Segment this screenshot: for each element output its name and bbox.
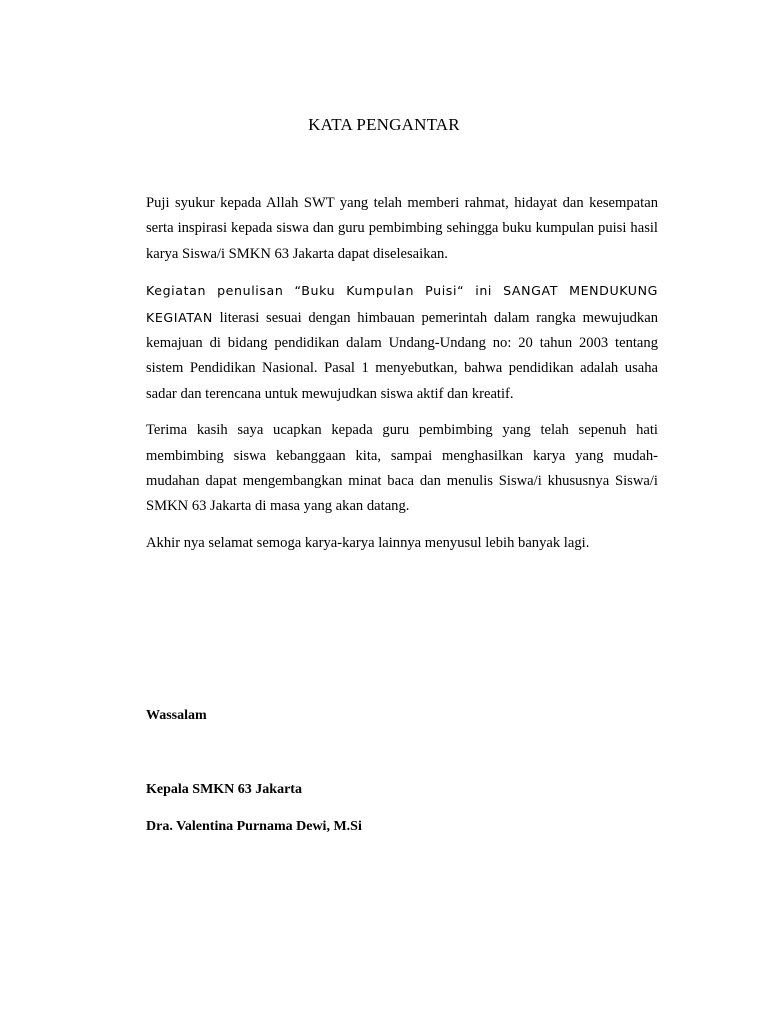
signatory-name: Dra. Valentina Purnama Dewi, M.Si [146, 819, 362, 834]
closing-greeting: Wassalam [146, 708, 207, 723]
paragraph-activity-rest: literasi sesuai dengan himbauan pemerintah dalam rangka mewujudkan kemajuan di bidang pendidikan dalam Undang-Undang no: 20 tahun 2003 tentang sistem Pendidikan Nasional. Pasal 1 menyebutkan, bahwa pendidikan adalah usaha sadar dan terencana untuk mewujudkan siswa aktif dan kreatif. [146, 309, 658, 402]
paragraph-activity [146, 278, 658, 407]
paragraph-closing-wish: Akhir nya selamat semoga karya-karya lainnya menyusul lebih banyak lagi. [146, 534, 590, 551]
page-title: KATA PENGANTAR [308, 115, 460, 134]
paragraph-activity-lead: Kegiatan penulisan “Buku Kumpulan Puisi“ ini SANGAT MENDUKUNG KEGIATAN [146, 283, 658, 325]
paragraph-thanks: Terima kasih saya ucapkan kepada guru pembimbing yang telah sepenuh hati membimbing siswa kebanggaan kita, sampai menghasilkan karya yang mudah-mudahan dapat mengembangkan minat baca dan menulis Siswa/i khususnya Siswa/i SMKN 63 Jakarta di masa yang akan datang. [146, 422, 658, 515]
signatory-position: Kepala SMKN 63 Jakarta [146, 782, 302, 797]
body-text [146, 191, 658, 567]
paragraph-opening: Puji syukur kepada Allah SWT yang telah memberi rahmat, hidayat dan kesempatan serta inspirasi kepada siswa dan guru pembimbing sehingga buku kumpulan puisi hasil karya Siswa/i SMKN 63 Jakarta dapat diselesaikan. [146, 195, 658, 262]
